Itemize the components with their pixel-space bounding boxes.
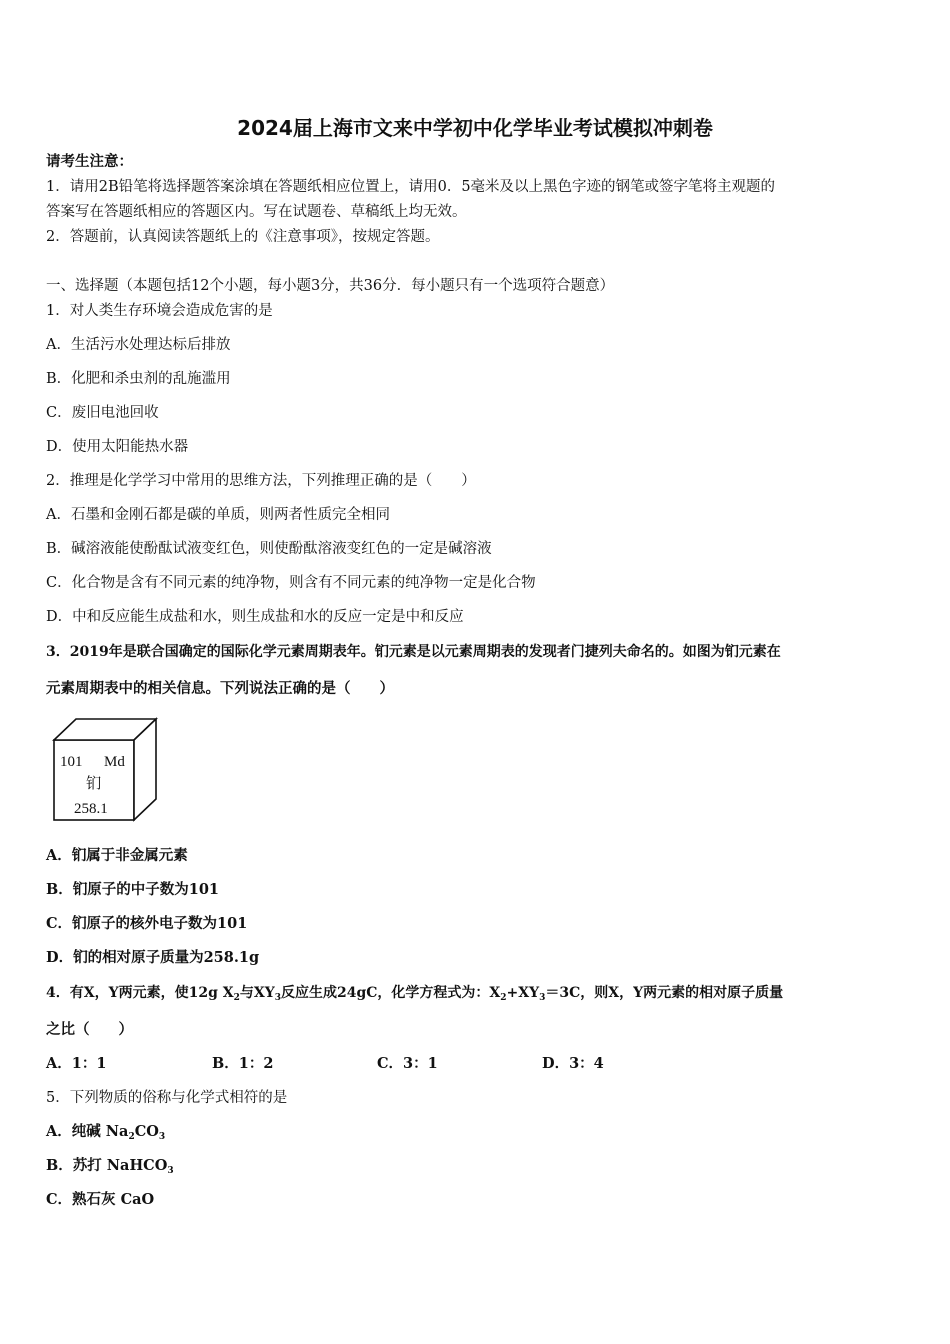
page-title: 2024届上海市文来中学初中化学毕业考试模拟冲刺卷 [237, 116, 713, 140]
q3-option-b: B．钔原子的中子数为101 [46, 881, 220, 898]
element-symbol: Md [104, 754, 125, 770]
q4-options-row [46, 1054, 906, 1074]
q1-option-d: D．使用太阳能热水器 [46, 439, 189, 455]
notice-line-2: 答案写在答题纸相应的答题区内。写在试题卷、草稿纸上均无效。 [46, 204, 467, 220]
q3-stem-line-1: 3．2019年是联合国确定的国际化学元素周期表年。钔元素是以元素周期表的发现者门捷列夫命名的。如图为钔元素在 [46, 644, 781, 660]
q4-option-c: C．3：1 [377, 1055, 438, 1072]
q3-option-d: D．钔的相对原子质量为258.1g [46, 949, 260, 966]
element-atomic-number: 101 [60, 754, 83, 770]
q3-option-c: C．钔原子的核外电子数为101 [46, 915, 248, 932]
q3-stem-line-2: 元素周期表中的相关信息。下列说法正确的是（ ） [46, 680, 394, 697]
q4-option-d: D．3：4 [542, 1055, 604, 1072]
q5-option-a: A．纯碱 $Na_2CO_3$ [46, 1123, 166, 1142]
q4-option-a: A．1：1 [46, 1055, 107, 1072]
q1-option-c: C．废旧电池回收 [46, 405, 159, 421]
element-atomic-mass: 258.1 [74, 801, 108, 817]
q1-option-a: A．生活污水处理达标后排放 [46, 337, 231, 353]
q2-option-b: B．碱溶液能使酚酞试液变红色，则使酚酞溶液变红色的一定是碱溶液 [46, 541, 492, 557]
q3-option-a: A．钔属于非金属元素 [46, 847, 188, 864]
q4-option-b: B．1：2 [212, 1055, 274, 1072]
section-heading: 一、选择题（本题包括12个小题，每小题3分，共36分．每小题只有一个选项符合题意） [46, 278, 615, 294]
q2-stem: 2．推理是化学学习中常用的思维方法，下列推理正确的是（ ） [46, 473, 476, 489]
q1-option-b: B．化肥和杀虫剂的乱施滥用 [46, 371, 231, 387]
element-name: 钔 [86, 776, 102, 792]
notice-heading: 请考生注意： [46, 153, 133, 170]
notice-line-1: 1．请用2B铅笔将选择题答案涂填在答题纸相应位置上，请用0．5毫米及以上黑色字迹的钢笔或签字笔将主观题的 [46, 179, 776, 195]
q2-option-c: C．化合物是含有不同元素的纯净物，则含有不同元素的纯净物一定是化合物 [46, 575, 536, 591]
q1-stem: 1．对人类生存环境会造成危害的是 [46, 303, 273, 319]
element-cell-figure [50, 715, 162, 825]
q5-stem: 5．下列物质的俗称与化学式相符的是 [46, 1090, 288, 1106]
q2-option-d: D．中和反应能生成盐和水，则生成盐和水的反应一定是中和反应 [46, 609, 464, 625]
q5-option-b: B．苏打 NaHCO$_3$ [46, 1157, 174, 1176]
q2-option-a: A．石墨和金刚石都是碳的单质，则两者性质完全相同 [46, 507, 390, 523]
notice-line-3: 2．答题前，认真阅读答题纸上的《注意事项》，按规定答题。 [46, 229, 440, 245]
q4-stem-line-2: 之比（ ） [46, 1021, 133, 1038]
q5-option-c: C．熟石灰 CaO [46, 1191, 155, 1208]
q4-stem-line-1: 4．有X，Y两元素，使12g $X_2$与$XY_3$反应生成24gC，化学方程式为：$X_2+XY_3=3C$，则X，Y两元素的相对原子质量 [46, 985, 784, 1003]
